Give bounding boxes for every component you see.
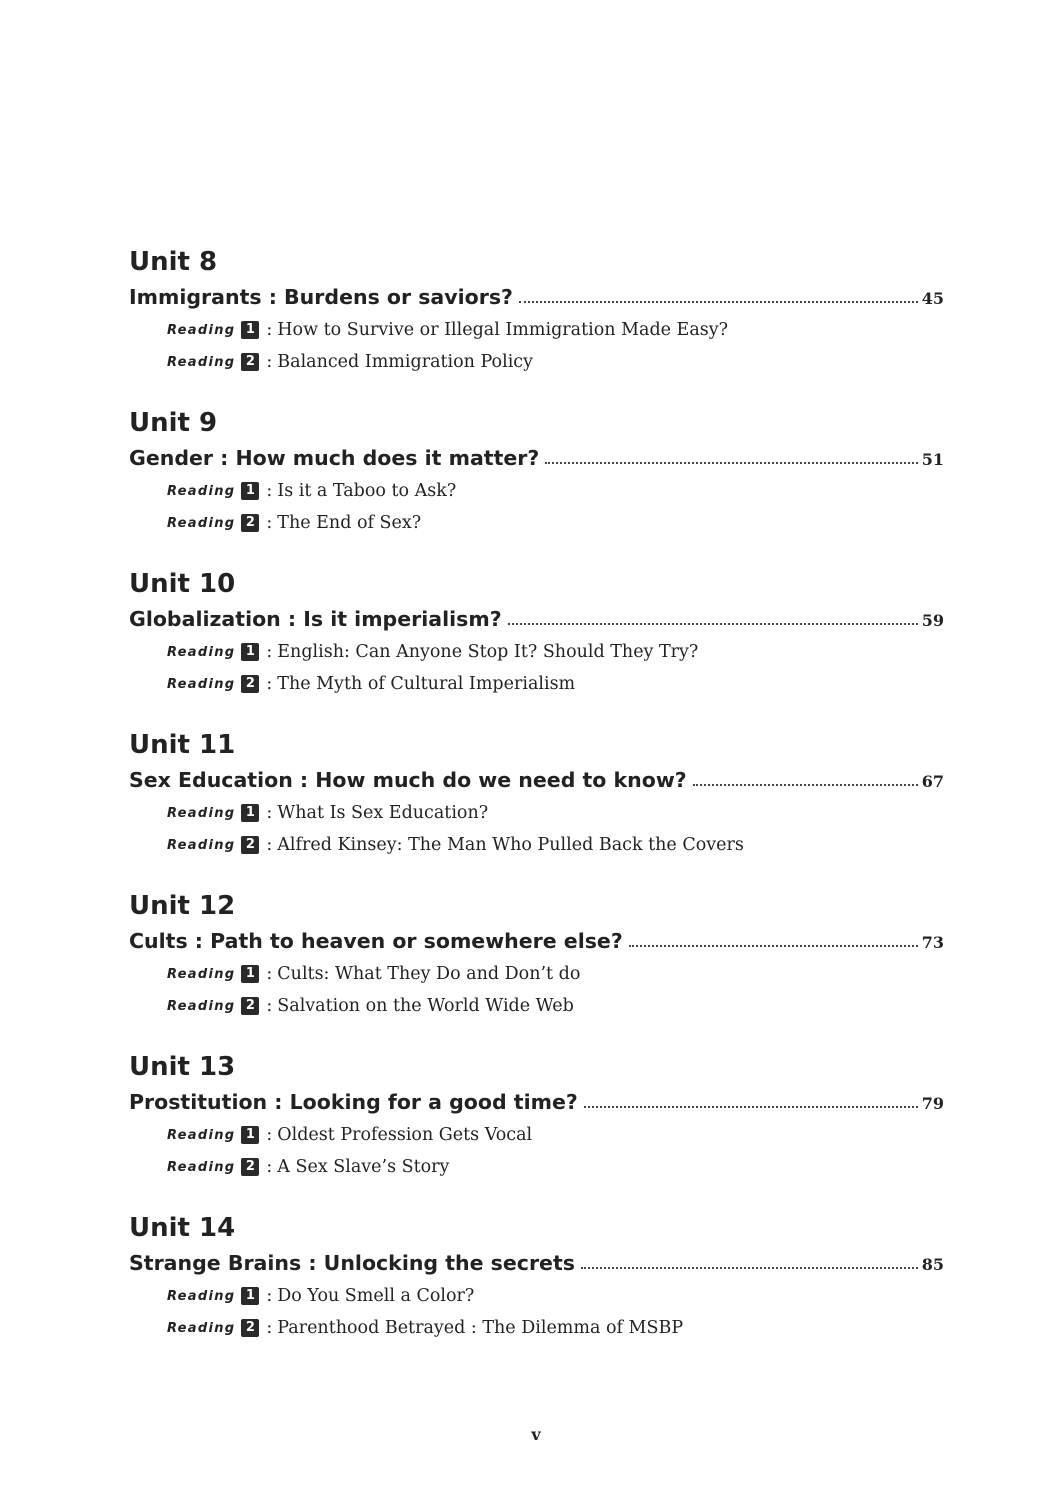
topic-entry[interactable] <box>129 1087 944 1117</box>
reading-word: Reading <box>167 805 236 821</box>
reading-separator: : <box>266 803 273 823</box>
toc-unit <box>129 406 944 567</box>
dot-leader <box>581 1267 918 1269</box>
page-number: 67 <box>921 772 944 791</box>
dot-leader <box>629 945 918 947</box>
reading-title: Balanced Immigration Policy <box>277 352 533 372</box>
unit-label: Unit 13 <box>129 1052 236 1082</box>
toc-unit <box>129 567 944 728</box>
reading-word: Reading <box>167 644 236 660</box>
unit-label: Unit 14 <box>129 1213 236 1243</box>
page-number: 51 <box>921 450 944 469</box>
reading-number-badge: 2 <box>241 836 259 854</box>
reading-separator: : <box>266 320 273 340</box>
topic-title: Globalization : Is it imperialism? <box>129 607 502 631</box>
topic-title: Strange Brains : Unlocking the secrets <box>129 1251 575 1275</box>
reading-entry[interactable] <box>167 509 421 537</box>
reading-entry[interactable] <box>167 1314 683 1342</box>
reading-entry[interactable] <box>167 670 575 698</box>
topic-entry[interactable] <box>129 1248 944 1278</box>
reading-entry[interactable] <box>167 316 728 344</box>
reading-separator: : <box>266 996 273 1016</box>
reading-entry[interactable] <box>167 348 533 376</box>
topic-title: Gender : How much does it matter? <box>129 446 540 470</box>
reading-title: English: Can Anyone Stop It? Should They Try? <box>277 642 699 662</box>
reading-number-badge: 1 <box>241 965 259 983</box>
reading-number-badge: 2 <box>241 1158 259 1176</box>
reading-word: Reading <box>167 676 236 692</box>
unit-label: Unit 8 <box>129 247 218 277</box>
toc-unit <box>129 889 944 1050</box>
reading-entry[interactable] <box>167 1153 449 1181</box>
reading-title: Salvation on the World Wide Web <box>277 996 574 1016</box>
toc-unit <box>129 728 944 889</box>
unit-label: Unit 9 <box>129 408 218 438</box>
reading-separator: : <box>266 1318 273 1338</box>
reading-title: The Myth of Cultural Imperialism <box>277 674 576 694</box>
topic-title: Cults : Path to heaven or somewhere else? <box>129 929 623 953</box>
topic-entry[interactable] <box>129 765 944 795</box>
reading-separator: : <box>266 1286 273 1306</box>
unit-label: Unit 12 <box>129 891 236 921</box>
reading-title: The End of Sex? <box>277 513 422 533</box>
page-number: 59 <box>921 611 944 630</box>
topic-entry[interactable] <box>129 926 944 956</box>
reading-separator: : <box>266 1157 273 1177</box>
reading-word: Reading <box>167 1127 236 1143</box>
page-folio: v <box>531 1425 541 1444</box>
table-of-contents <box>129 245 944 1372</box>
topic-title: Sex Education : How much do we need to know? <box>129 768 687 792</box>
reading-separator: : <box>266 674 273 694</box>
page-number: 73 <box>921 933 944 952</box>
reading-word: Reading <box>167 1159 236 1175</box>
reading-title: Alfred Kinsey: The Man Who Pulled Back the Covers <box>277 835 744 855</box>
topic-entry[interactable] <box>129 282 944 312</box>
reading-word: Reading <box>167 966 236 982</box>
reading-title: Cults: What They Do and Don’t do <box>277 964 581 984</box>
page-number: 79 <box>921 1094 944 1113</box>
reading-number-badge: 1 <box>241 643 259 661</box>
topic-entry[interactable] <box>129 604 944 634</box>
reading-word: Reading <box>167 837 236 853</box>
reading-number-badge: 1 <box>241 482 259 500</box>
reading-title: A Sex Slave’s Story <box>277 1157 450 1177</box>
reading-separator: : <box>266 835 273 855</box>
page-number: 85 <box>921 1255 944 1274</box>
reading-number-badge: 2 <box>241 1319 259 1337</box>
page-number: 45 <box>921 289 944 308</box>
reading-title: How to Survive or Illegal Immigration Made Easy? <box>277 320 729 340</box>
reading-entry[interactable] <box>167 831 744 859</box>
reading-number-badge: 2 <box>241 353 259 371</box>
toc-unit <box>129 1211 944 1372</box>
reading-word: Reading <box>167 322 236 338</box>
dot-leader <box>545 462 917 464</box>
reading-title: Do You Smell a Color? <box>277 1286 475 1306</box>
reading-number-badge: 1 <box>241 1287 259 1305</box>
reading-entry[interactable] <box>167 638 698 666</box>
reading-separator: : <box>266 964 273 984</box>
reading-separator: : <box>266 481 273 501</box>
reading-number-badge: 2 <box>241 997 259 1015</box>
reading-number-badge: 2 <box>241 514 259 532</box>
dot-leader <box>519 301 918 303</box>
reading-separator: : <box>266 513 273 533</box>
reading-entry[interactable] <box>167 992 574 1020</box>
reading-title: Is it a Taboo to Ask? <box>277 481 457 501</box>
reading-entry[interactable] <box>167 1121 532 1149</box>
reading-number-badge: 1 <box>241 321 259 339</box>
reading-entry[interactable] <box>167 477 456 505</box>
reading-word: Reading <box>167 483 236 499</box>
reading-separator: : <box>266 352 273 372</box>
reading-title: Oldest Profession Gets Vocal <box>277 1125 533 1145</box>
reading-number-badge: 1 <box>241 804 259 822</box>
reading-word: Reading <box>167 515 236 531</box>
reading-entry[interactable] <box>167 1282 474 1310</box>
reading-title: Parenthood Betrayed : The Dilemma of MSBP <box>277 1318 684 1338</box>
topic-title: Immigrants : Burdens or saviors? <box>129 285 513 309</box>
topic-entry[interactable] <box>129 443 944 473</box>
reading-word: Reading <box>167 998 236 1014</box>
reading-number-badge: 1 <box>241 1126 259 1144</box>
reading-word: Reading <box>167 1320 236 1336</box>
reading-title: What Is Sex Education? <box>277 803 489 823</box>
reading-word: Reading <box>167 354 236 370</box>
topic-title: Prostitution : Looking for a good time? <box>129 1090 578 1114</box>
reading-word: Reading <box>167 1288 236 1304</box>
reading-entry[interactable] <box>167 799 488 827</box>
unit-label: Unit 11 <box>129 730 236 760</box>
dot-leader <box>693 784 918 786</box>
reading-number-badge: 2 <box>241 675 259 693</box>
toc-unit <box>129 1050 944 1211</box>
reading-entry[interactable] <box>167 960 580 988</box>
reading-separator: : <box>266 642 273 662</box>
toc-unit <box>129 245 944 406</box>
unit-label: Unit 10 <box>129 569 236 599</box>
reading-separator: : <box>266 1125 273 1145</box>
dot-leader <box>508 623 918 625</box>
dot-leader <box>584 1106 918 1108</box>
